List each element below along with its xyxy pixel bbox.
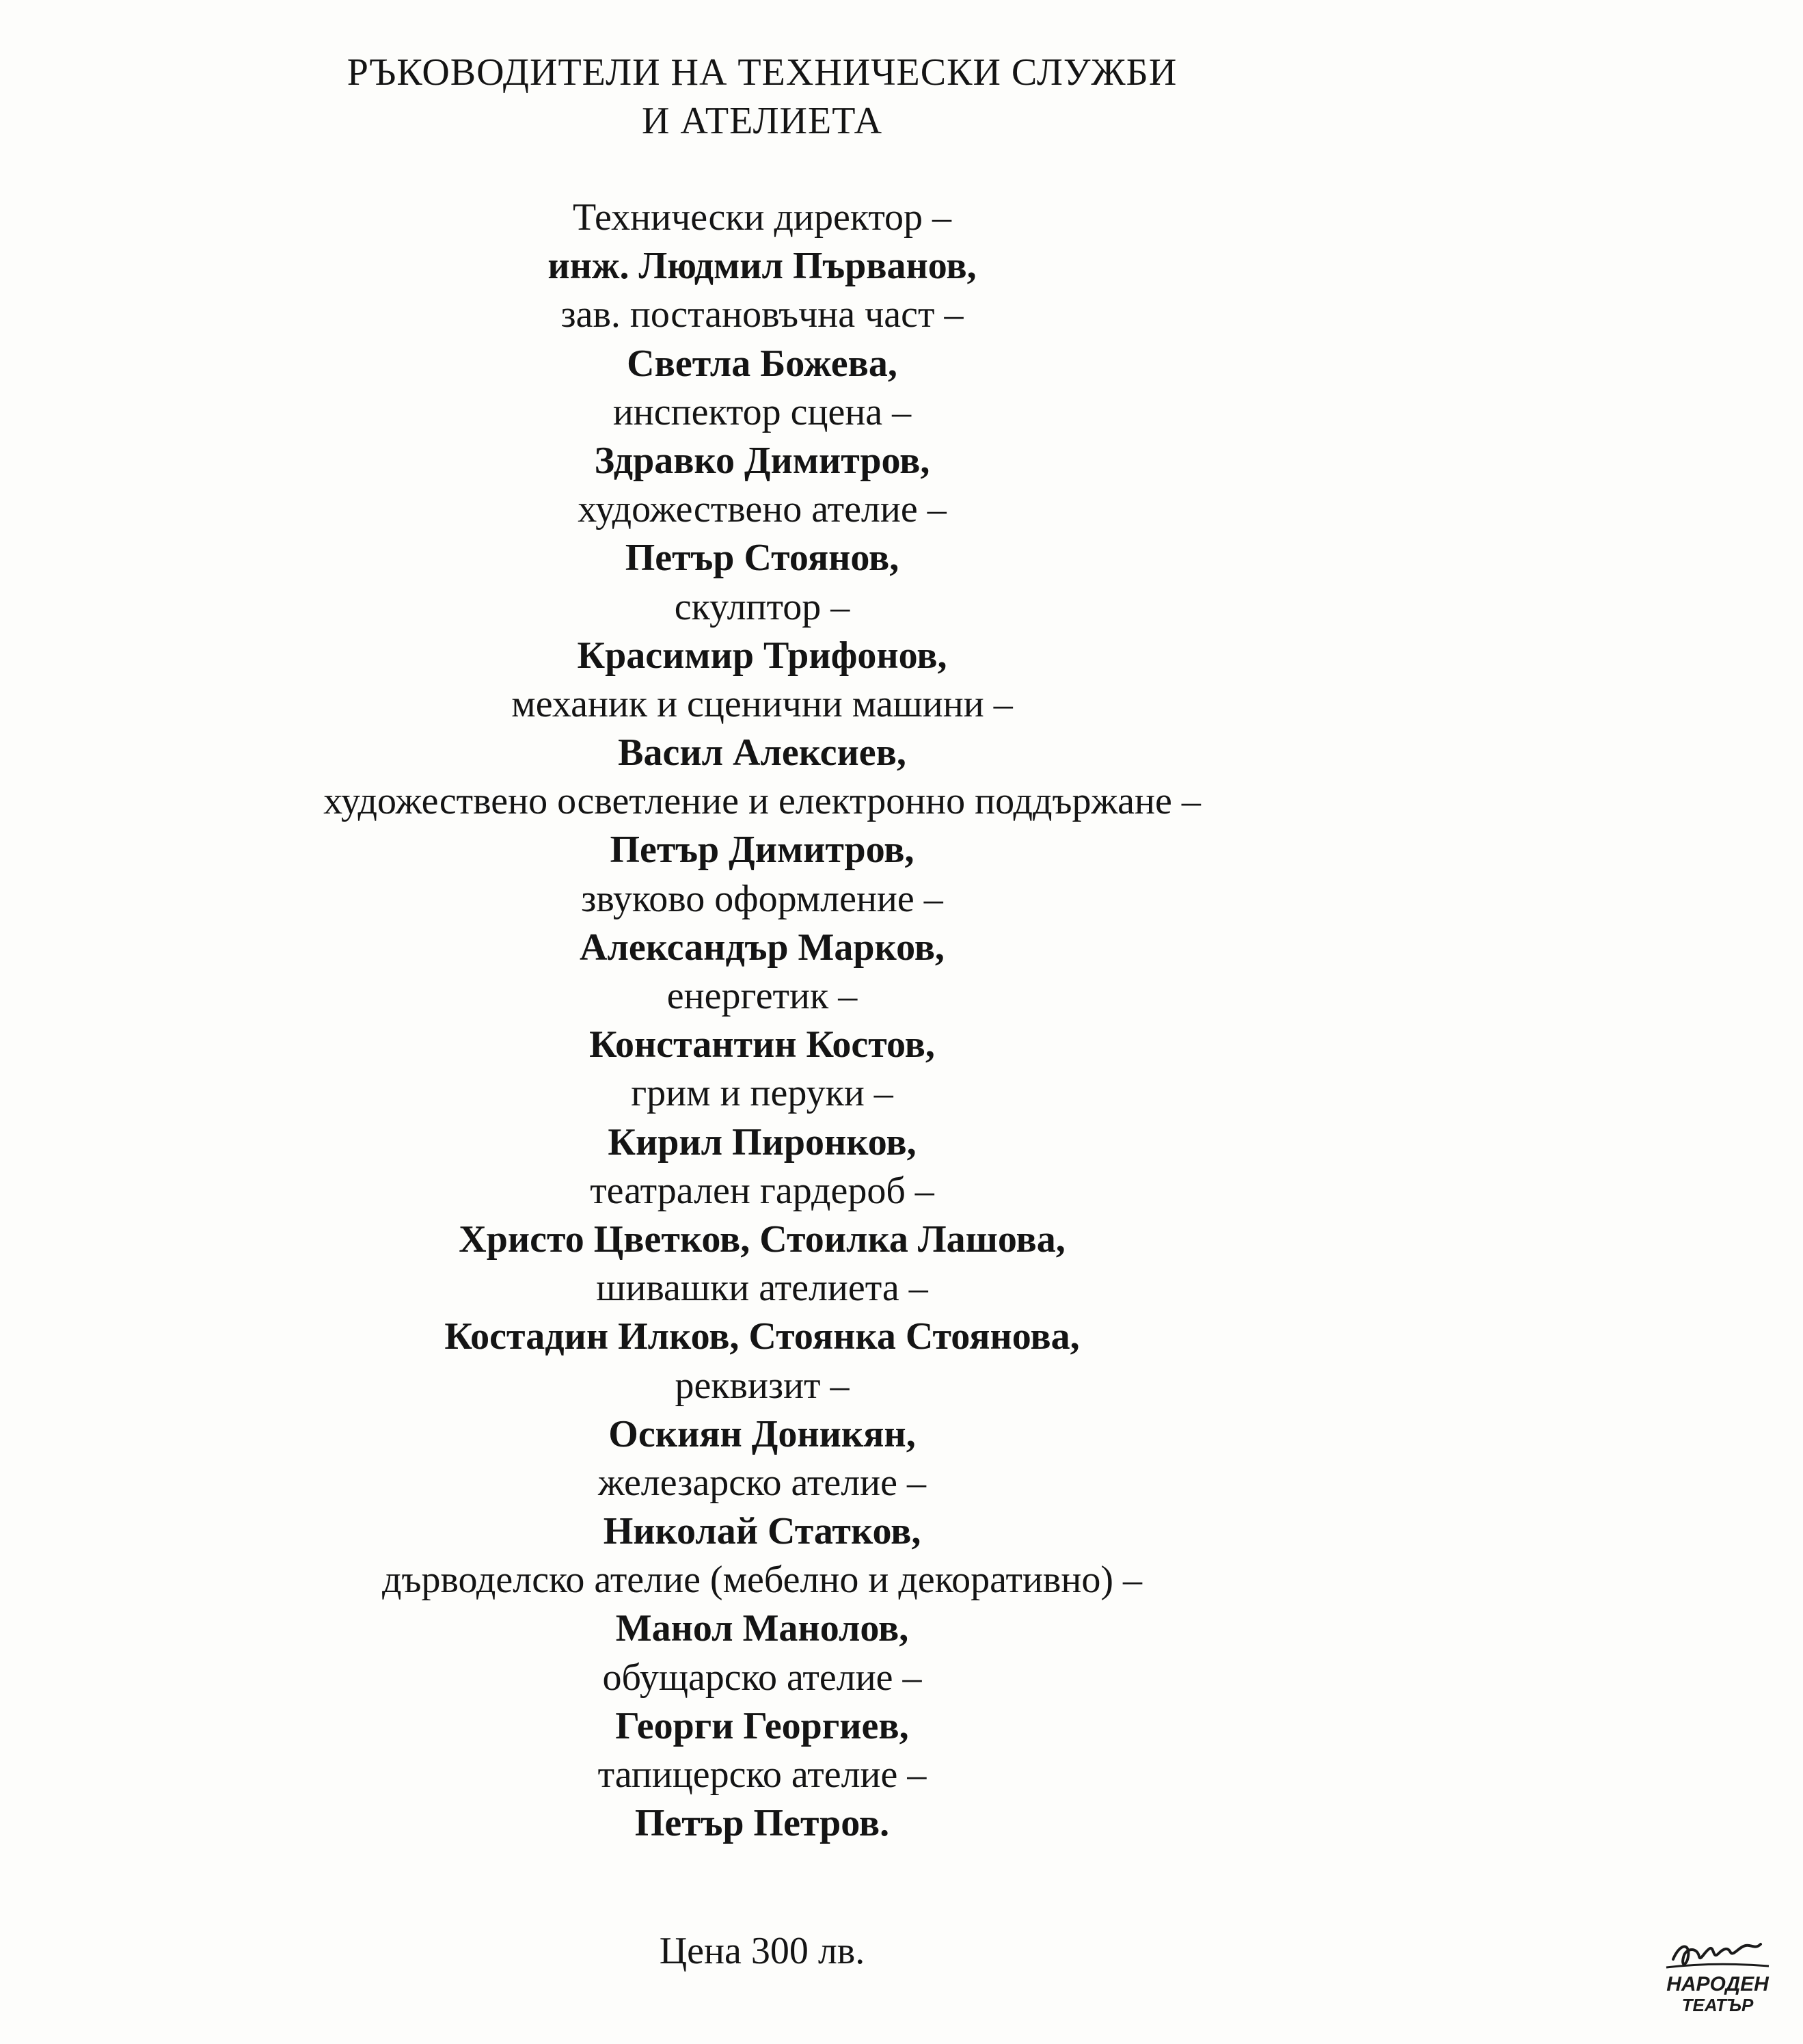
stamp-line-2: ТЕАТЪР bbox=[1681, 1995, 1754, 2015]
credit-person: Николай Статков, bbox=[603, 1510, 921, 1553]
underline-stroke bbox=[1666, 1964, 1769, 1967]
credit-person: Кирил Пиронков, bbox=[608, 1120, 917, 1164]
price-label: Цена 300 лв. bbox=[659, 1930, 865, 1972]
credit-person: Красимир Трифонов, bbox=[577, 634, 947, 677]
credit-person: Оскиян Доникян, bbox=[608, 1412, 916, 1455]
credit-person: Константин Костов, bbox=[589, 1023, 935, 1066]
heading-line-2: И АТЕЛИЕТА bbox=[641, 100, 883, 142]
heading-line-1: РЪКОВОДИТЕЛИ НА ТЕХНИЧЕСКИ СЛУЖБИ bbox=[347, 51, 1178, 94]
credits-list bbox=[0, 193, 1524, 1848]
credit-person: Васил Алексиев, bbox=[618, 731, 906, 775]
credit-person: Христо Цветков, Стоилка Лашова, bbox=[459, 1218, 1066, 1261]
credit-role: инспектор сцена – bbox=[612, 390, 912, 433]
credit-person: Петър Петров. bbox=[634, 1802, 890, 1845]
national-theatre-stamp-logo bbox=[1659, 1936, 1776, 2018]
credit-role: енергетик – bbox=[666, 975, 858, 1017]
credit-role: шивашки ателиета – bbox=[596, 1267, 928, 1310]
credit-role: механик и сценични машини – bbox=[511, 682, 1013, 725]
credit-person: Костадин Илков, Стоянка Стоянова, bbox=[444, 1315, 1080, 1358]
credit-person: Петър Димитров, bbox=[610, 829, 914, 872]
credit-role: художествено ателие – bbox=[578, 488, 947, 531]
credit-person: Георги Георгиев, bbox=[615, 1704, 909, 1747]
credit-person: Александър Марков, bbox=[580, 926, 945, 969]
credit-role: художествено осветление и електронно поддържане – bbox=[323, 780, 1201, 823]
signature-mark bbox=[1673, 1944, 1761, 1964]
credit-role: грим и перуки – bbox=[631, 1072, 893, 1115]
credit-role: обущарско ателие – bbox=[602, 1656, 922, 1699]
credit-person: инж. Людмил Първанов, bbox=[547, 245, 977, 288]
credit-role: скулптор – bbox=[674, 585, 850, 628]
credit-role: театрален гардероб – bbox=[590, 1169, 934, 1212]
credit-role: реквизит – bbox=[675, 1364, 850, 1407]
credit-person: Манол Манолов, bbox=[615, 1607, 909, 1650]
credit-person: Здравко Димитров, bbox=[594, 439, 930, 482]
credit-role: дърводелско ателие (мебелно и декоративно) – bbox=[382, 1559, 1142, 1602]
credit-role: тапицерско ателие – bbox=[597, 1753, 927, 1796]
credit-role: зав. постановъчна част – bbox=[560, 293, 964, 336]
credit-role: звуково оформление – bbox=[581, 877, 943, 920]
credit-role: Технически директор – bbox=[572, 196, 952, 239]
credit-person: Светла Божева, bbox=[627, 342, 897, 385]
credit-role: железарско ателие – bbox=[598, 1461, 926, 1504]
credit-person: Петър Стоянов, bbox=[625, 537, 899, 580]
stamp-line-1: НАРОДЕН bbox=[1666, 1973, 1769, 1995]
